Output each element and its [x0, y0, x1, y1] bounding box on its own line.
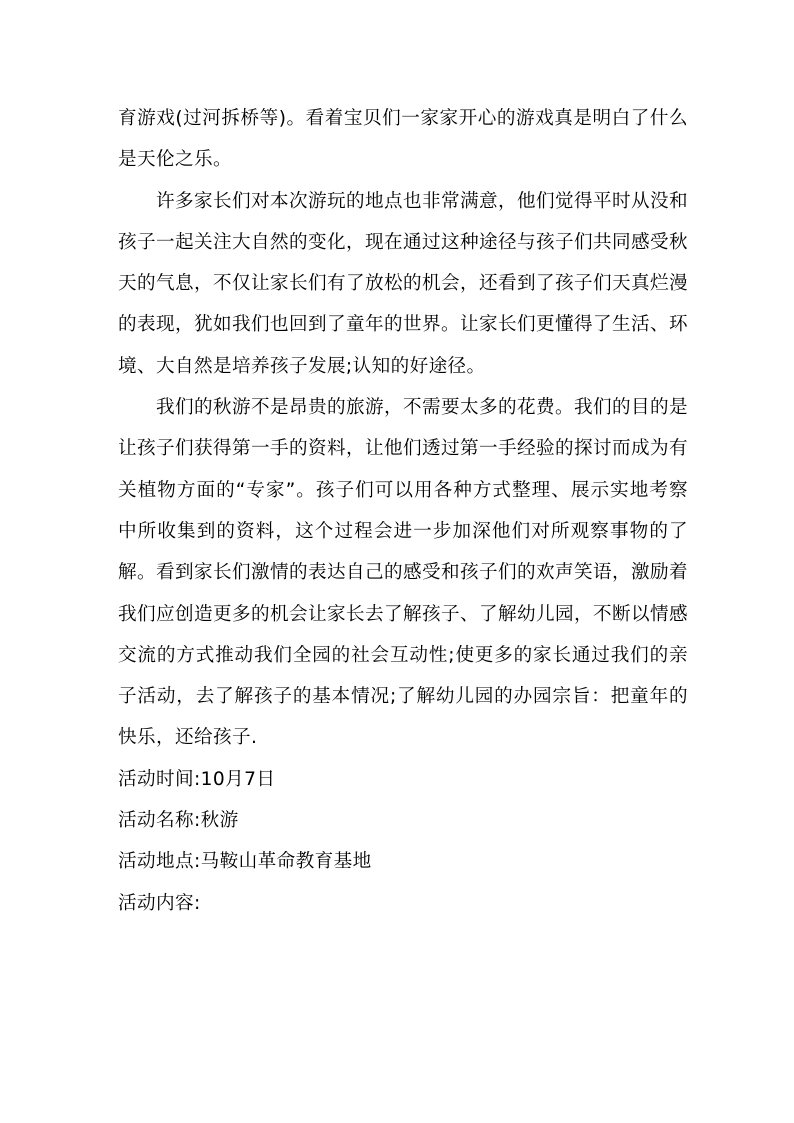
activity-time-line: 活动时间:10月7日 [118, 768, 276, 790]
activity-name-line: 活动名称:秋游 [118, 810, 239, 832]
document-body [118, 98, 688, 924]
paragraph: 育游戏(过河拆桥等)。看着宝贝们一家家开心的游戏真是明白了什么是天伦之乐。 [118, 108, 688, 171]
paragraph: 许多家长们对本次游玩的地点也非常满意，他们觉得平时从没和孩子一起关注大自然的变化，现在通过这种途径与孩子们共同感受秋天的气息，不仅让家长们有了放松的机会，还看到了孩子们天真烂漫的表现，犹如我们也回到了童年的世界。让家长们更懂得了生活、环境、大自然是培养孩子发展;认知的好途径。 [118, 190, 688, 377]
paragraph: 我们的秋游不是昂贵的旅游，不需要太多的花费。我们的目的是让孩子们获得第一手的资料，让他们透过第一手经验的探讨而成为有关植物方面的“专家”。孩子们可以用各种方式整理、展示实地考察中所收集到的资料，这个过程会进一步加深他们对所观察事物的了解。看到家长们激情的表达自己的感受和孩子们的欢声笑语，激励着我们应创造更多的机会让家长去了解孩子、了解幼儿园，不断以情感交流的方式推动我们全园的社会互动性;使更多的家长通过我们的亲子活动，去了解孩子的基本情况;了解幼儿园的办园宗旨：把童年的快乐，还给孩子. [118, 397, 688, 749]
activity-location-line: 活动地点:马鞍山革命教育基地 [118, 851, 372, 873]
activity-content-line: 活动内容: [118, 892, 201, 914]
